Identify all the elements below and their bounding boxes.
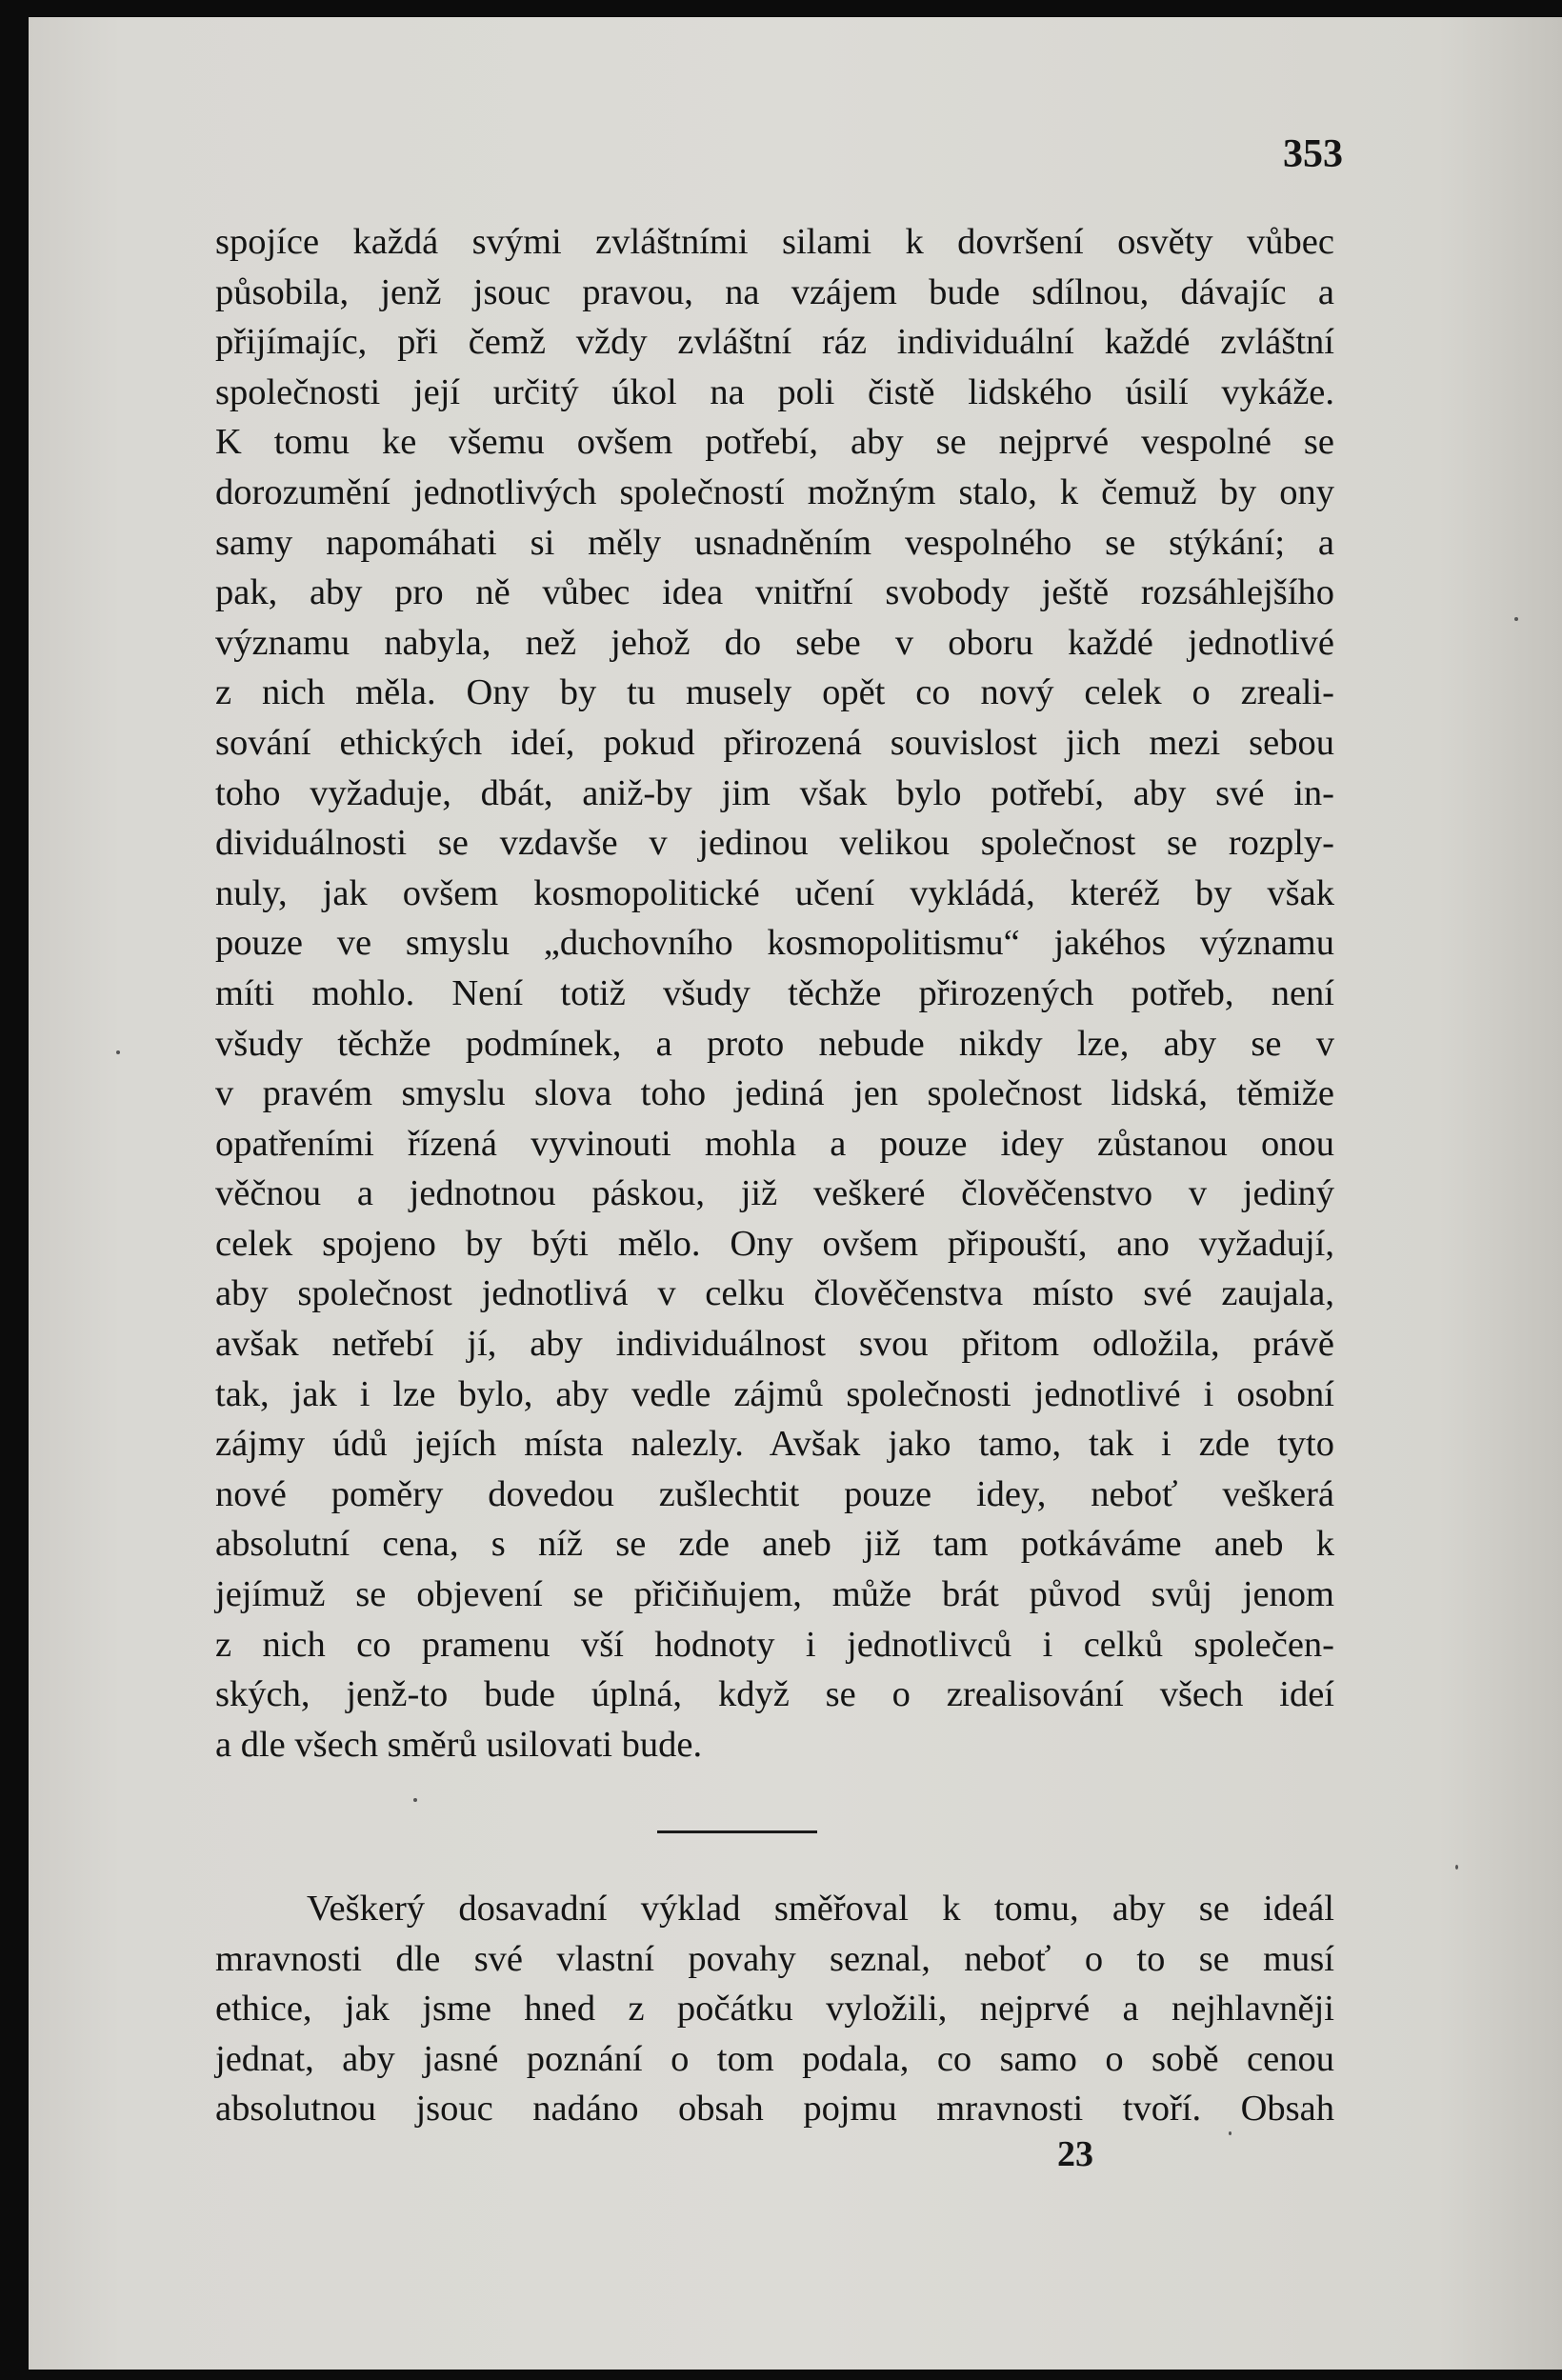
text-line: míti mohlo. Není totiž všudy těchže přirozených potřeb, není: [215, 972, 1334, 1013]
text-line: K tomu ke všemu ovšem potřebí, aby se nejprvé vespolné se: [215, 422, 1334, 463]
text-line: přijímajíc, při čemž vždy zvláštní ráz individuální každé zvláštní: [215, 322, 1334, 363]
text-line: z nich co pramenu vší hodnoty i jednotlivců i celků společen-: [215, 1624, 1334, 1665]
text-line: pak, aby pro ně vůbec idea vnitřní svobody ještě rozsáhlejšího: [215, 572, 1334, 613]
text-line: aby společnost jednotlivá v celku člověčenstva místo své zaujala,: [215, 1273, 1334, 1314]
text-line: působila, jenž jsouc pravou, na vzájem bude sdílnou, dávajíc a: [215, 271, 1334, 312]
text-line: dorozumění jednotlivých společností možným stalo, k čemuž by ony: [215, 471, 1334, 512]
section-divider: [657, 1830, 817, 1833]
text-line: nové poměry dovedou zušlechtit pouze idey, neboť veškerá: [215, 1473, 1334, 1514]
text-line: všudy těchže podmínek, a proto nebude nikdy lze, aby se v: [215, 1023, 1334, 1064]
text-line: společnosti její určitý úkol na poli čistě lidského úsilí vykáže.: [215, 371, 1334, 412]
text-line: sování ethických ideí, pokud přirozená souvislost jich mezi sebou: [215, 722, 1334, 763]
text-line: zájmy údů jejích místa nalezly. Avšak jako tamo, tak i zde tyto: [215, 1424, 1334, 1465]
text-line: jejímuž se objevení se přičiňujem, může brát původ svůj jenom: [215, 1574, 1334, 1615]
text-line: významu nabyla, než jehož do sebe v oboru každé jednotlivé: [215, 622, 1334, 663]
text-line: absolutnou jsouc nadáno obsah pojmu mravnosti tvoří. Obsah: [215, 2089, 1334, 2130]
text-line: samy napomáhati si měly usnadněním vespolného se stýkání; a: [215, 522, 1334, 563]
text-line: absolutní cena, s níž se zde aneb již tam potkáváme aneb k: [215, 1524, 1334, 1565]
text-line: v pravém smyslu slova toho jediná jen společnost lidská, těmiže: [215, 1073, 1334, 1114]
text-line: celek spojeno by býti mělo. Ony ovšem připouští, ano vyžadují,: [215, 1223, 1334, 1264]
paper-speck: [1229, 2131, 1232, 2135]
page-number: 353: [1283, 132, 1343, 176]
text-line: pouze ve smyslu „duchovního kosmopolitismu“ jakéhos významu: [215, 923, 1334, 964]
text-line: dividuálnosti se vzdavše v jedinou velikou společnost se rozply-: [215, 823, 1334, 864]
text-line: jednat, aby jasné poznání o tom podala, co samo o sobě cenou: [215, 2038, 1334, 2079]
text-line: věčnou a jednotnou páskou, již veškeré člověčenstvo v jediný: [215, 1173, 1334, 1214]
text-line: a dle všech směrů usilovati bude.: [215, 1724, 703, 1765]
paragraph-1: [215, 217, 1334, 1770]
paper-speck: [1455, 1865, 1458, 1870]
text-line: avšak netřebí jí, aby individuálnost svou přitom odložila, právě: [215, 1324, 1334, 1365]
text-line: spojíce každá svými zvláštními silami k dovršení osvěty vůbec: [215, 222, 1334, 262]
text-line: ských, jenž-to bude úplná, když se o zrealisování všech ideí: [215, 1674, 1334, 1715]
text-line: nuly, jak ovšem kosmopolitické učení vykládá, kteréž by však: [215, 872, 1334, 913]
text-line: opatřeními řízená vyvinouti mohla a pouze idey zůstanou onou: [215, 1123, 1334, 1164]
text-line: tak, jak i lze bylo, aby vedle zájmů společnosti jednotlivé i osobní: [215, 1373, 1334, 1414]
book-page: [29, 17, 1562, 2370]
paper-speck: [116, 1050, 120, 1054]
paragraph-2: [215, 1884, 1334, 2134]
paper-speck: [413, 1798, 417, 1802]
text-line: Veškerý dosavadní výklad směřoval k tomu, aby se ideál: [307, 1889, 1334, 1929]
paper-speck: [1514, 617, 1518, 621]
text-line: ethice, jak jsme hned z počátku vyložili, nejprvé a nejhlavněji: [215, 1989, 1334, 2030]
text-line: mravnosti dle své vlastní povahy seznal, neboť o to se musí: [215, 1938, 1334, 1979]
text-line: toho vyžaduje, dbát, aniž-by jim však bylo potřebí, aby své in-: [215, 772, 1334, 813]
text-line: z nich měla. Ony by tu musely opět co nový celek o zreali-: [215, 672, 1334, 713]
signature-mark: 23: [1057, 2134, 1093, 2174]
